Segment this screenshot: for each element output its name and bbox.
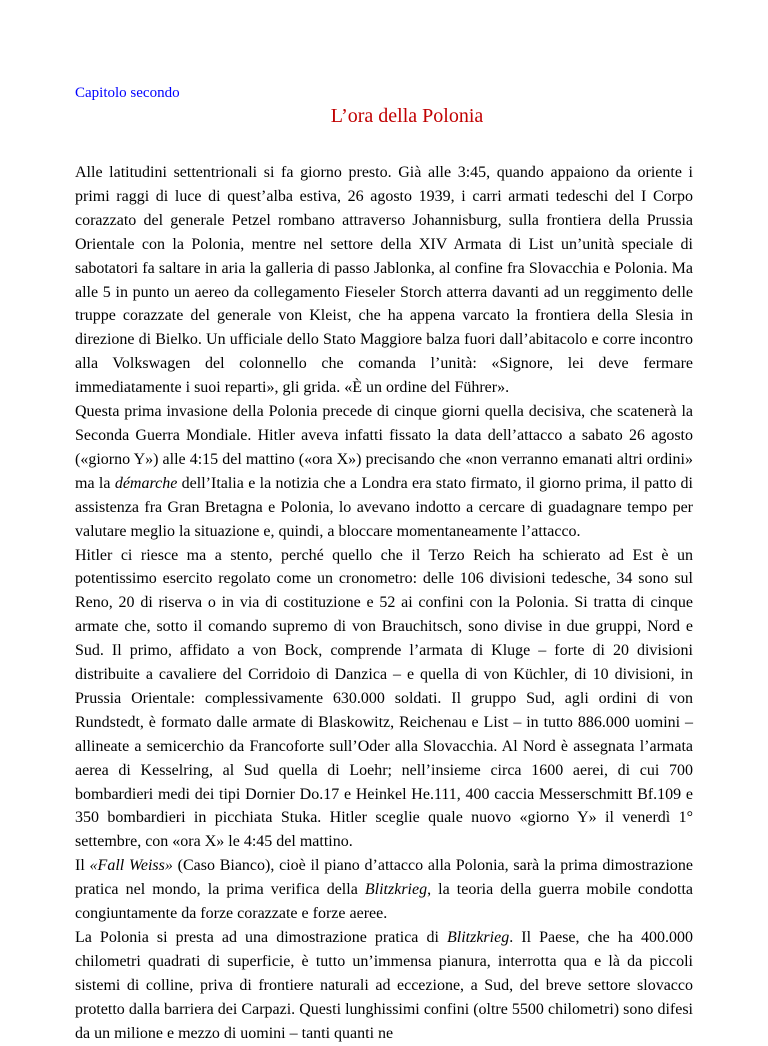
body-text	[75, 161, 693, 1046]
paragraph-2	[75, 400, 693, 543]
paragraph-1	[75, 161, 693, 400]
italic-term: Blitzkrieg	[446, 929, 510, 946]
italic-term: «Fall Weiss»	[89, 857, 173, 875]
paragraph-text: Questa prima invasione della Polonia precede di cinque giorni quella decisiva, che scatenerà la Seconda Guerra Mondiale. Hitler aveva infatti fissato la data dell’attacco a sabato 26 agosto («giorno Y») alle 4:15 del mattino («ora X») precisando che «non verranno emanati altri ordini» ma la	[75, 403, 693, 492]
italic-term: Blitzkrieg	[364, 881, 428, 899]
paragraph-4	[75, 854, 693, 926]
paragraph-text: , la teoria della guerra mobile condotta congiuntamente da forze corazzate e forze aeree.	[75, 881, 694, 923]
chapter-label[interactable]: Capitolo secondo	[75, 85, 180, 101]
paragraph-text: Hitler ci riesce ma a stento, perché quello che il Terzo Reich ha schierato ad Est è un potentissimo esercito regolato come un cronometro: delle 106 divisioni tedesche, 34 sono sul Reno, 20 di riserva o in via di costituzione e 52 ai confini con la Polonia. Si tratta di cinque armate che, sotto il comando supremo di von Brauchitsch, sono divise in due gruppi, Nord e Sud. Il primo, affidato a von Bock, comprende l’armata di Kluge – forte di 20 divisioni distribuite a cavaliere del Corridoio di Danzica – e quella di von Küchler, di 10 divisioni, in Prussia Orientale: complessivamente 630.000 soldati. Il gruppo Sud, agli ordini di von Rundstedt, è formato dalle armate di Blaskowitz, Reichenau e List – in tutto 886.000 uomini – allineate a semicerchio da Francoforte sull’Oder alla Slovacchia. Al Nord è assegnata l’armata aerea di Kesselring, al Sud quella di Loehr; nell’insieme circa 1600 aerei, di cui 700 bombardieri medi dei tipi Dornier Do.17 e Heinkel He.111, 400 caccia Messerschmitt Bf.109 e 350 bombardieri in picchiata Stuka. Hitler sceglie quale nuovo «giorno Y» il venerdì 1° settembre, con «ora X» le 4:45 del mattino.	[75, 546, 693, 851]
paragraph-text: dell’Italia e la notizia che a Londra era stato firmato, il giorno prima, il patto di assistenza fra Gran Bretagna e Polonia, lo avevano indotto a cercare di guadagnare tempo per valutare meglio la situazione e, quindi, a bloccare momentaneamente l’attacco.	[75, 474, 694, 540]
paragraph-3	[75, 544, 693, 855]
paragraph-text: Alle latitudini settentrionali si fa giorno presto. Già alle 3:45, quando appaiono da oriente i primi raggi di luce di quest’alba estiva, 26 agosto 1939, i carri armati tedeschi del I Corpo corazzato del generale Petzel rombano attraverso Johannisburg, sulla frontiera della Prussia Orientale con la Polonia, mentre nel settore della XIV Armata di List un’unità speciale di sabotatori fa saltare in aria la galleria di passo Jablonka, al confine fra Slovacchia e Polonia. Ma alle 5 in punto un aereo da collegamento Fieseler Storch atterra davanti ad un reggimento delle truppe corazzate del generale von Kleist, che ha appena varcato la frontiera della Slesia in direzione di Bielko. Un ufficiale dello Stato Maggiore balza fuori dall’abitacolo e corre incontro alla Volkswagen del colonnello che comanda l’unità: «Signore, lei deve fermare immediatamente i suoi reparti», gli grida. «È un ordine del Führer».	[75, 164, 693, 397]
chapter-title: L’ora della Polonia	[330, 105, 484, 127]
italic-term: démarche	[114, 474, 178, 492]
paragraph-text: (Caso Bianco), cioè il piano d’attacco alla Polonia, sarà la prima dimostrazione pratica nel mondo, la prima verifica della	[75, 857, 693, 899]
paragraph-5	[75, 926, 693, 1046]
paragraph-text: La Polonia si presta ad una dimostrazione pratica di	[75, 929, 447, 946]
paragraph-text: . Il Paese, che ha 400.000 chilometri quadrati di superficie, è tutto un’immensa pianura, interrotta qua e là da piccoli sistemi di colline, priva di frontiere naturali ad eccezione, a Sud, del breve settore slovacco protetto dalla barriera dei Carpazi. Questi lunghissimi confini (oltre 5500 chilometri) sono difesi da un milione e mezzo di uomini – tanti quanti ne	[75, 929, 694, 1042]
paragraph-text: Il	[75, 857, 90, 875]
